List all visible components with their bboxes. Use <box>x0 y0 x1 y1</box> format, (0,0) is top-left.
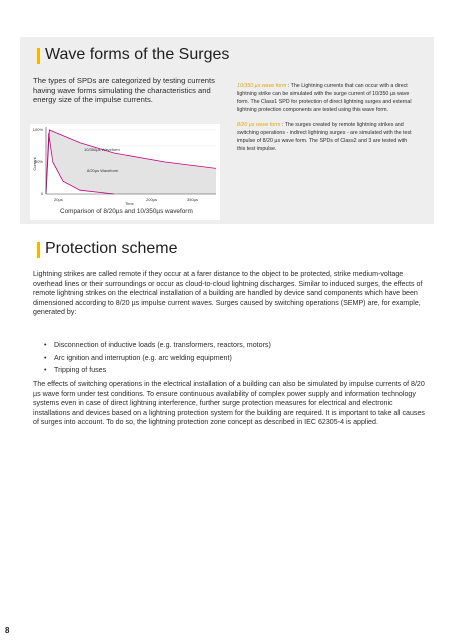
x-tick-200us: 200µs <box>146 197 157 202</box>
definition-8-20 <box>237 121 415 153</box>
definition-10-350 <box>237 82 415 114</box>
definition-term: 10/350 µs wave form <box>237 83 287 89</box>
definition-term: 8/20 µs wave form <box>237 122 281 128</box>
list-item-text: Tripping of fuses <box>54 366 107 374</box>
waveform-chart-svg <box>30 124 220 220</box>
list-item-text: Disconnection of inductive loads (e.g. transformers, reactors, motors) <box>54 341 271 349</box>
section-title-waveforms: Wave forms of the Surges <box>45 46 230 63</box>
legend-10-350: 10/350µs Waveform <box>84 147 120 152</box>
y-tick-0: 0 <box>40 191 43 196</box>
list-item <box>44 364 404 377</box>
list-item <box>44 339 404 352</box>
paragraph-text: Lightning strikes are called remote if they occur at a farer distance to the object to be protected, strike medium-voltage overhead lines or their surroundings or occur as cloud-to-cloud lightning discharges. Similar to induced surges, the effects of remote lightning strikes on the electrical installation of a building are handled by device sand components which have been dimensioned according to 8/20 µs impulse current waves. Surges caused by switching operations (SEMP) are, for example, generated by: <box>33 270 423 317</box>
y-tick-100: 100% <box>32 127 43 132</box>
list-item-text: Arc ignition and interruption (e.g. arc welding equipment) <box>54 353 232 362</box>
protection-paragraph-1 <box>33 270 425 318</box>
definition-text: : The surges created by remote lightning strikes and switching operations - indirect lightning surges - are simulated with the test impulse of 8/20 µs wave form. The SPDs of Class2 and 3 are tested with this test impulse. <box>237 122 412 152</box>
section-accent-bar <box>37 242 40 258</box>
switching-causes-list <box>44 339 404 377</box>
x-tick-20us: 20µs <box>54 197 63 202</box>
paragraph-text: The effects of switching operations in the electrical installation of a building can also be simulated by impulse currents of 8/20 µs wave form under test conditions. To ensure continuous availability of complex power supply and information technology systems even in case of direct lightning interference, further surge protection measures for electrical and electronic installations and devices based on a lightning protection system for the building are required. It is important to take all causes of surges into account. To do so, the lightning protection zone concept as described in IEC 62305-4 is applied. <box>33 380 425 427</box>
protection-paragraph-2 <box>33 380 425 428</box>
legend-8-20: 8/20µs Waveform <box>87 168 119 173</box>
chart-caption: Comparison of 8/20µs and 10/350µs waveform <box>60 208 193 215</box>
waveform-definitions <box>237 82 415 160</box>
section-accent-bar <box>37 48 40 64</box>
y-axis-label: Current <box>32 157 37 171</box>
x-tick-350us: 350µs <box>187 197 198 202</box>
x-axis-label: Time <box>125 201 134 206</box>
y-tick-50: 50% <box>34 159 43 164</box>
waveforms-intro: The types of SPDs are categorized by testing currents having wave forms simulating the characteristics and energy size of the impulse currents. <box>33 76 215 104</box>
list-item <box>44 352 404 365</box>
definition-text: : The Lightning currents that can occur with a direct lightning strike can be simulated with the surge current of 10/350 µs wave form. The Class1 SPD for protection of direct lightning surges and external lightning protection components are tested using this wave form. <box>237 83 412 113</box>
page-number: 8 <box>5 626 10 635</box>
section-title-protection: Protection scheme <box>45 240 178 257</box>
waveform-chart <box>30 124 220 220</box>
